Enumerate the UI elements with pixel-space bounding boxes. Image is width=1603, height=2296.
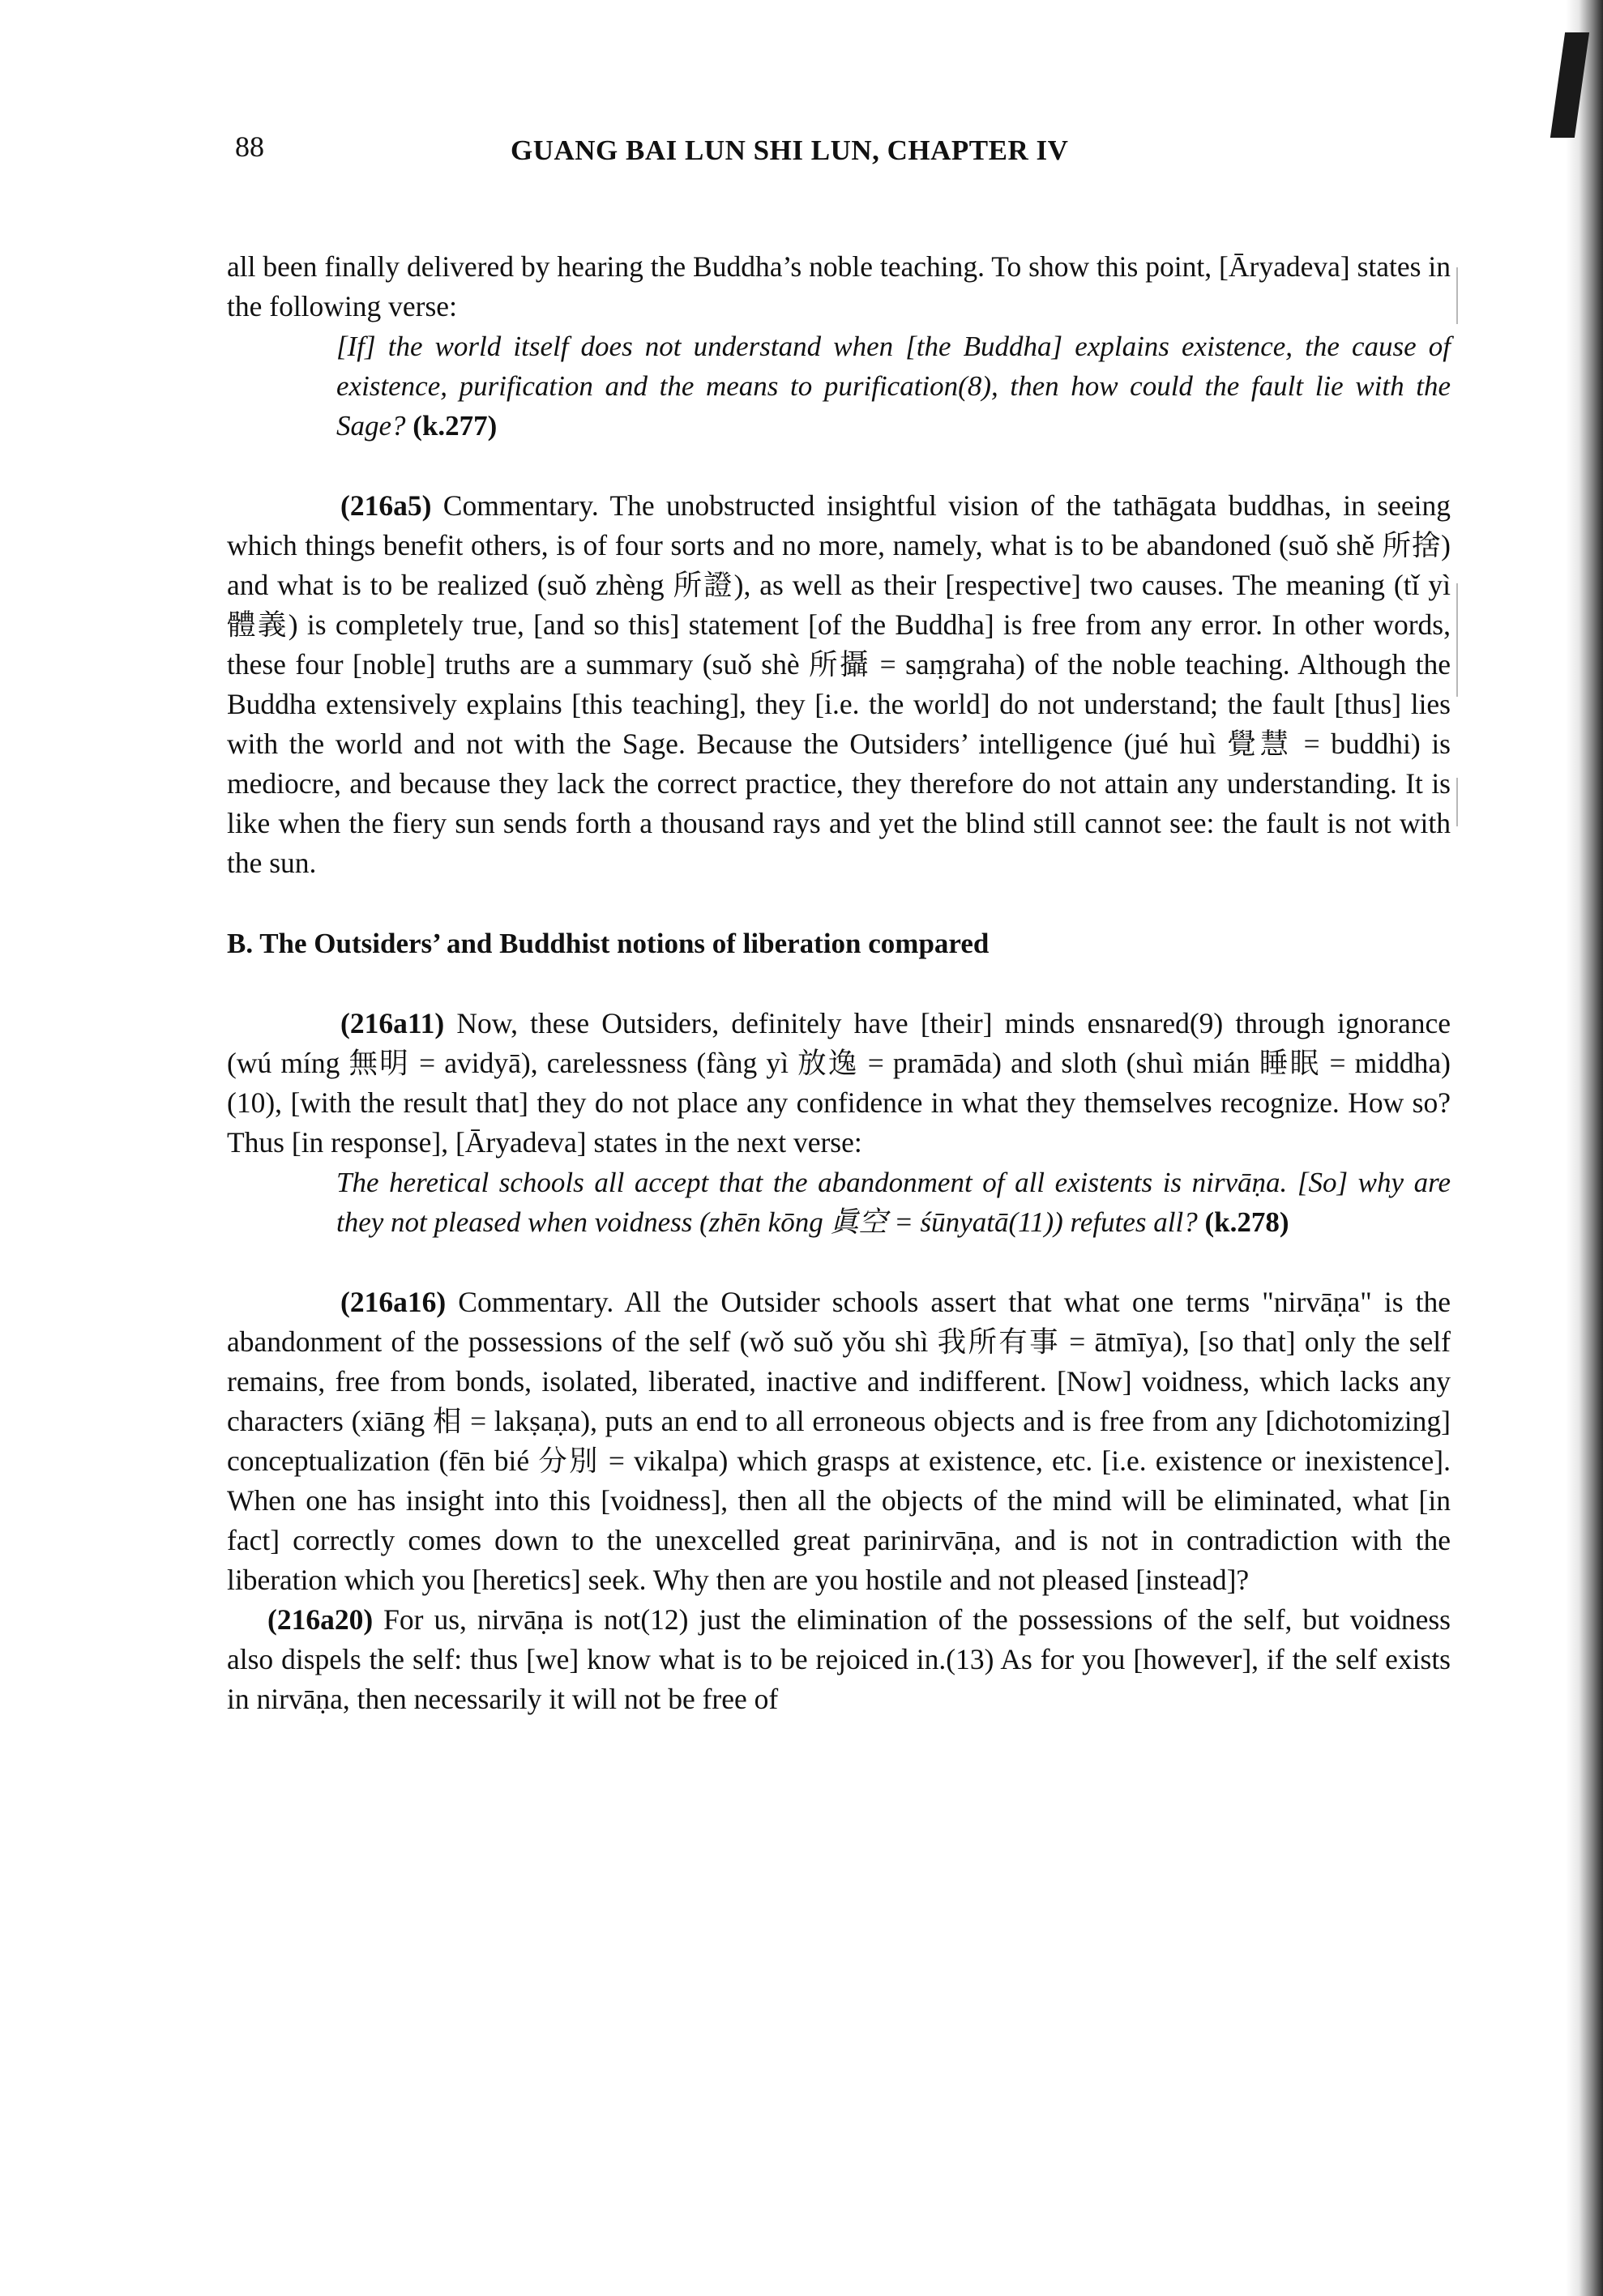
verse-reference: (k.278) — [1204, 1206, 1289, 1238]
commentary-paragraph — [227, 1282, 1451, 1600]
verse-text: [If] the world itself does not understand when [the Buddha] explains existence, the cause of existence, purification and the means to purification(8), then how could the fault lie with the Sage? — [336, 331, 1451, 442]
verse-k278 — [336, 1163, 1451, 1242]
paragraph-text: Commentary. The unobstructed insightful vision of the tathāgata buddhas, in seeing which things benefit others, is of four sorts and no more, namely, what is to be abandoned (suǒ shě 所捨) and what is to be realized (suǒ zhèng 所證), as well as their [respective] two causes. The meaning (tǐ yì 體義) is completely true, [and so this] statement [of the Buddha] is free from any error. In other words, these four [noble] truths are a summary (suǒ shè 所攝 = saṃgraha) of the noble teaching. Although the Buddha extensively explains [this teaching], they [i.e. the world] do not understand; the fault [thus] lies with the world and not with the Sage. Because the Outsiders’ intelligence (jué huì 覺慧 = buddhi) is mediocre, and because they lack the correct practice, they therefore do not attain any understanding. It is like when the fiery sun sends forth a thousand rays and yet the blind still cannot see: the fault is not with the sun. — [227, 489, 1451, 879]
paragraph-text: Commentary. All the Outsider schools assert that what one terms "nirvāṇa" is the abandonment of the possessions of the self (wǒ suǒ yǒu shì 我所有事 = ātmīya), [so that] only the self remains, free from bonds, isolated, liberated, inactive and indifferent. [Now] voidness, which lacks any characters (xiāng 相 = lakṣaṇa), puts an end to all erroneous objects and is free from any [dichotomizing] conceptualization (fēn bié 分別 = vikalpa) which grasps at existence, etc. [i.e. existence or inexistence]. When one has insight into this [voidness], then all the objects of the mind will be eliminated, what [in fact] correctly comes down to the unexcelled great parinirvāṇa, and is not in contradiction with the liberation which you [heretics] seek. Why then are you hostile and not pleased [instead]? — [227, 1286, 1451, 1596]
running-head: GUANG BAI LUN SHI LUN, CHAPTER IV — [511, 134, 1069, 166]
page-header — [235, 130, 1451, 178]
paragraph: all been finally delivered by hearing the Buddha’s noble teaching. To show this point, [Āryadeva] states in the following verse: — [227, 250, 1451, 322]
body-text — [227, 247, 1451, 1719]
paragraph-text: For us, nirvāṇa is not(12) just the elimination of the possessions of the self, but voidness also dispels the self: thus [we] know what is to be rejoiced in.(13) As for you [however], if the self exists in nirvāṇa, then necessarily it will not be free of — [227, 1603, 1451, 1715]
text-reference: (216a11) — [340, 1007, 445, 1039]
paragraph-text: Now, these Outsiders, definitely have [their] minds ensnared(9) through ignorance (wú míng 無明 = avidyā), carelessness (fàng yì 放逸 = pramāda) and sloth (shuì mián 睡眠 = middha)(10), [with the result that] they do not place any confidence in what they themselves recognize. How so? Thus [in response], [Āryadeva] states in the next verse: — [227, 1007, 1451, 1159]
text-reference: (216a5) — [340, 489, 432, 522]
commentary-paragraph — [227, 486, 1451, 883]
text-reference: (216a16) — [340, 1286, 447, 1318]
verse-k277 — [336, 326, 1451, 446]
page-number: 88 — [235, 130, 264, 163]
paragraph — [227, 1004, 1451, 1163]
verse-text: The heretical schools all accept that the abandonment of all existents is nirvāṇa. [So] why are they not pleased when voidness (zhēn kōng 眞空 = śūnyatā(11)) refutes all? — [336, 1167, 1451, 1238]
page-edge-shadow — [1566, 0, 1603, 2296]
verse-reference: (k.277) — [413, 410, 498, 442]
section-heading: B. The Outsiders’ and Buddhist notions of liberation compared — [227, 928, 990, 959]
paragraph — [227, 1600, 1451, 1719]
text-reference: (216a20) — [267, 1603, 374, 1636]
